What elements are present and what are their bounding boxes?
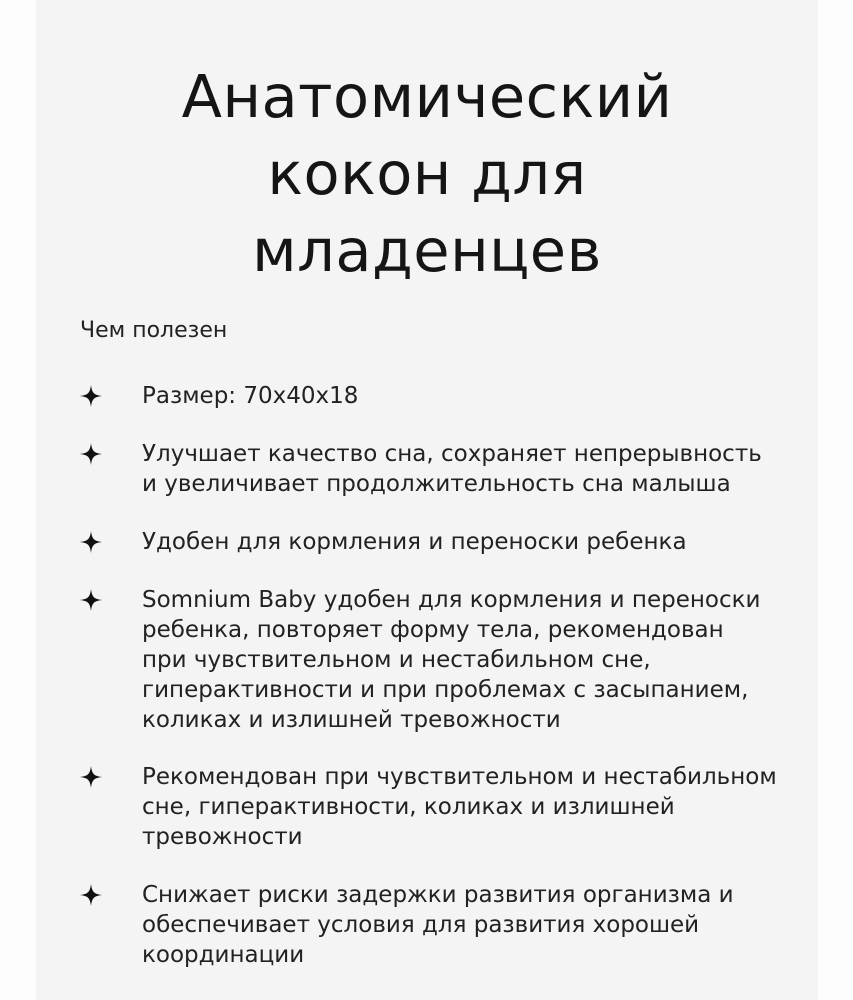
list-item — [80, 439, 800, 499]
list-item — [80, 762, 800, 852]
four-point-star-icon — [80, 589, 102, 611]
four-point-star-icon — [80, 385, 102, 407]
list-item — [80, 527, 800, 557]
list-item — [80, 585, 800, 735]
list-item — [80, 880, 800, 970]
list-item-text: Somnium Baby удобен для кормления и переноски ребенка, повторяет форму тела, рекомендован при чувствительном и нестабильном сне, гиперактивности и при проблемах с засыпанием, коликах и излишней тревожности — [142, 587, 761, 733]
page-title: Анатомический кокон для младенцев — [181, 62, 673, 285]
list-item-text: Удобен для кормления и переноски ребенка — [142, 529, 687, 555]
four-point-star-icon — [80, 884, 102, 906]
four-point-star-icon — [80, 531, 102, 553]
section-subtitle: Чем полезен — [80, 318, 228, 343]
list-item-text: Рекомендован при чувствительном и нестабильном сне, гиперактивности, коликах и излишней тревожности — [142, 764, 777, 850]
list-item-text: Снижает риски задержки развития организма и обеспечивает условия для развития хорошей координации — [142, 882, 734, 968]
four-point-star-icon — [80, 443, 102, 465]
list-item-text: Размер: 70х40х18 — [142, 383, 359, 409]
list-item — [80, 381, 800, 411]
list-item-text: Улучшает качество сна, сохраняет непрерывность и увеличивает продолжительность сна малыша — [142, 441, 762, 497]
four-point-star-icon — [80, 766, 102, 788]
